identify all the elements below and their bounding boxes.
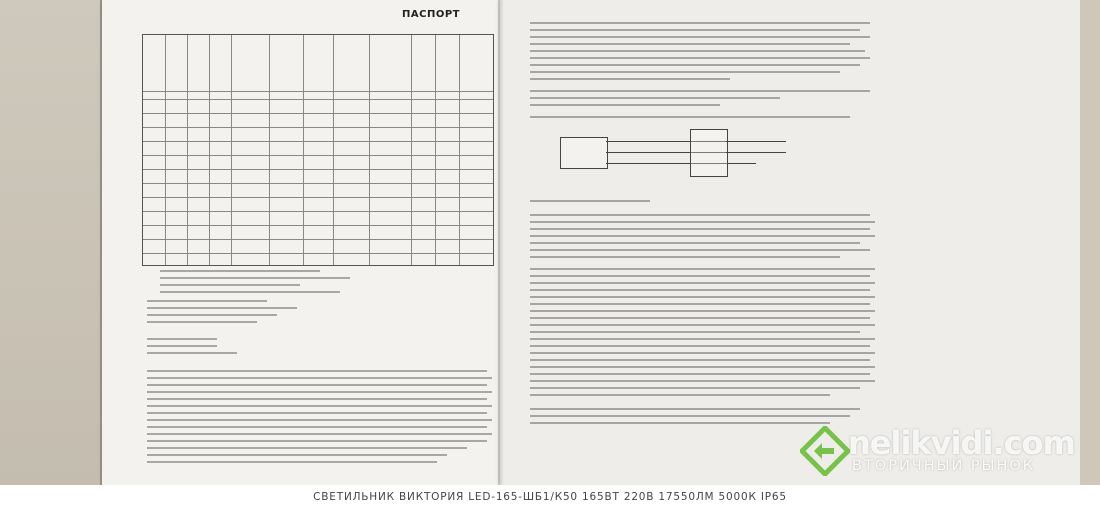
document-title: ПАСПОРТ: [402, 9, 460, 20]
passport-page-left: [102, 0, 502, 485]
watermark: [800, 422, 1090, 482]
passport-page-right: [500, 0, 1080, 485]
background-edge: [1080, 0, 1100, 485]
wiring-diagram: [560, 123, 820, 183]
table-surface: [0, 0, 100, 485]
specs-table: [142, 34, 494, 266]
watermark-logo-icon: [800, 426, 850, 476]
caption-bar: [0, 485, 1100, 508]
watermark-tagline: ВТОРИЧНЫЙ РЫНОК: [852, 458, 1036, 474]
product-caption: СВЕТИЛЬНИК ВИКТОРИЯ LED-165-ШБ1/К50 165ВТ 220В 17550ЛМ 5000К IP65: [313, 490, 787, 503]
watermark-brand: nelikvidi.com: [848, 424, 1075, 462]
page-fold: [498, 0, 504, 485]
